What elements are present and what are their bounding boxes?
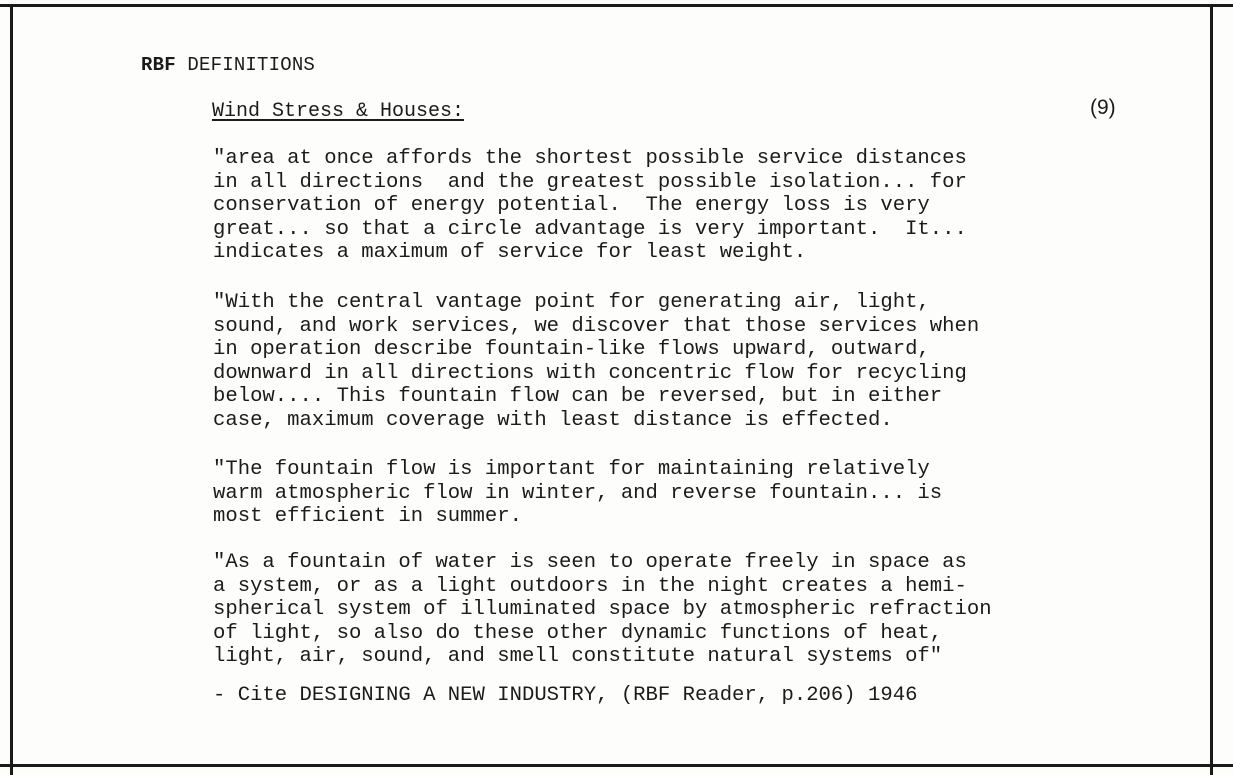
card-border-bottom (0, 764, 1233, 767)
text-line: in operation describe fountain-like flows upward, outward, (213, 338, 930, 362)
quote-paragraph-1 (213, 147, 1173, 265)
section-title: Wind Stress & Houses: (212, 100, 465, 123)
text-line: "With the central vantage point for generating air, light, (213, 291, 930, 314)
text-line: spherical system of illuminated space by atmospheric refraction (213, 598, 992, 622)
text-line: downward in all directions with concentric flow for recycling (213, 361, 967, 385)
card-border-right (1210, 4, 1213, 775)
text-line: sound, and work services, we discover that those services when (213, 314, 980, 338)
text-line: a system, or as a light outdoors in the night creates a hemi- (213, 574, 967, 598)
quote-paragraph-4 (213, 551, 1173, 669)
quote-paragraph-3 (213, 458, 1173, 529)
card-border-top (0, 4, 1233, 7)
text-line: of light, so also do these other dynamic functions of heat, (213, 621, 943, 645)
citation: - Cite DESIGNING A NEW INDUSTRY, (RBF Reader, p.206) 1946 (213, 684, 918, 707)
card-border-left (10, 4, 13, 775)
text-line: case, maximum coverage with least distance is effected. (213, 408, 893, 432)
page-number: (9) (1090, 96, 1116, 119)
quote-paragraph-2 (213, 291, 1173, 433)
text-line: indicates a maximum of service for least weight. (213, 241, 807, 265)
header-prefix: RBF (141, 54, 176, 76)
text-line: "area at once affords the shortest possible service distances (213, 147, 967, 170)
text-line: most efficient in summer. (213, 505, 522, 529)
text-line: below.... This fountain flow can be reversed, but in either (213, 385, 943, 409)
document-header (141, 54, 315, 76)
text-line: light, air, sound, and smell constitute natural systems of" (213, 645, 943, 669)
header-title: DEFINITIONS (175, 54, 316, 76)
text-line: "The fountain flow is important for maintaining relatively (213, 458, 930, 481)
text-line: in all directions and the greatest possible isolation... for (213, 170, 967, 194)
text-line: warm atmospheric flow in winter, and reverse fountain... is (213, 481, 943, 505)
text-line: great... so that a circle advantage is very important. It... (213, 217, 967, 241)
text-line: "As a fountain of water is seen to operate freely in space as (213, 551, 967, 574)
text-line: conservation of energy potential. The energy loss is very (213, 194, 930, 218)
